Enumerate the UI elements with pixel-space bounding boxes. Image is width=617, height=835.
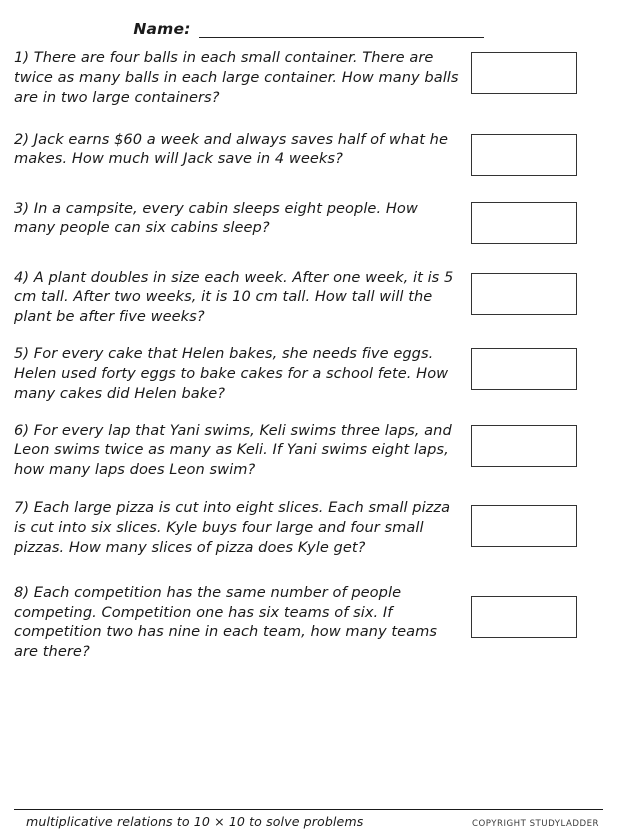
answer-cell <box>469 421 603 467</box>
name-row <box>14 0 603 38</box>
question-text: 1) There are four balls in each small container. There are twice as many balls in each large container. How many balls are in two large containers? <box>14 49 459 106</box>
footer-divider <box>14 809 603 810</box>
answer-cell <box>469 268 603 315</box>
answer-box[interactable] <box>471 348 577 390</box>
question-text: 6) For every lap that Yani swims, Keli swims three laps, and Leon swims twice as many as Keli. If Yani swims eight laps, how many laps does Leon swim? <box>14 421 452 479</box>
answer-box[interactable] <box>471 596 577 638</box>
footer-topic: multiplicative relations to 10 × 10 to solve problems <box>26 814 364 829</box>
question-text: 3) In a campsite, every cabin sleeps eight people. How many people can six cabins sleep? <box>14 199 418 237</box>
question-text: 2) Jack earns $60 a week and always saves half of what he makes. How much will Jack save in 4 weeks? <box>14 130 448 168</box>
footer-content <box>14 814 603 829</box>
answer-box[interactable] <box>471 202 577 244</box>
footer-copyright: COPYRIGHT STUDYLADDER <box>471 819 599 829</box>
question-text: 7) Each large pizza is cut into eight slices. Each small pizza is cut into six slices. Kyle buys four large and four small pizzas. How many slices of pizza does Kyle get? <box>14 499 451 556</box>
answer-cell <box>469 344 603 390</box>
question-row <box>14 498 603 558</box>
question-row <box>14 268 603 328</box>
answer-cell <box>469 199 603 244</box>
question-text: 4) A plant doubles in size each week. After one week, it is 5 cm tall. After two weeks, it is 10 cm tall. How tall will the plant be after five weeks? <box>14 268 454 326</box>
page-footer <box>14 809 603 829</box>
question-row <box>14 48 603 108</box>
question-row <box>14 421 603 481</box>
question-row <box>14 583 603 662</box>
answer-box[interactable] <box>471 505 577 547</box>
question-row <box>14 130 603 176</box>
question-text: 5) For every cake that Helen bakes, she needs five eggs. Helen used forty eggs to bake cakes for a school fete. How many cakes did Helen bake? <box>14 345 449 402</box>
name-label: Name: <box>133 20 191 38</box>
question-text: 8) Each competition has the same number of people competing. Competition one has six teams of six. If competition two has nine in each team, how many teams are there? <box>14 583 438 661</box>
answer-cell <box>469 130 603 176</box>
answer-cell <box>469 583 603 638</box>
questions-list <box>14 48 603 662</box>
answer-cell <box>469 498 603 547</box>
name-input-line[interactable] <box>199 21 484 38</box>
question-row <box>14 344 603 404</box>
answer-box[interactable] <box>471 52 577 94</box>
answer-box[interactable] <box>471 134 577 176</box>
answer-box[interactable] <box>471 425 577 467</box>
answer-cell <box>469 48 603 94</box>
question-row <box>14 199 603 244</box>
answer-box[interactable] <box>471 273 577 315</box>
